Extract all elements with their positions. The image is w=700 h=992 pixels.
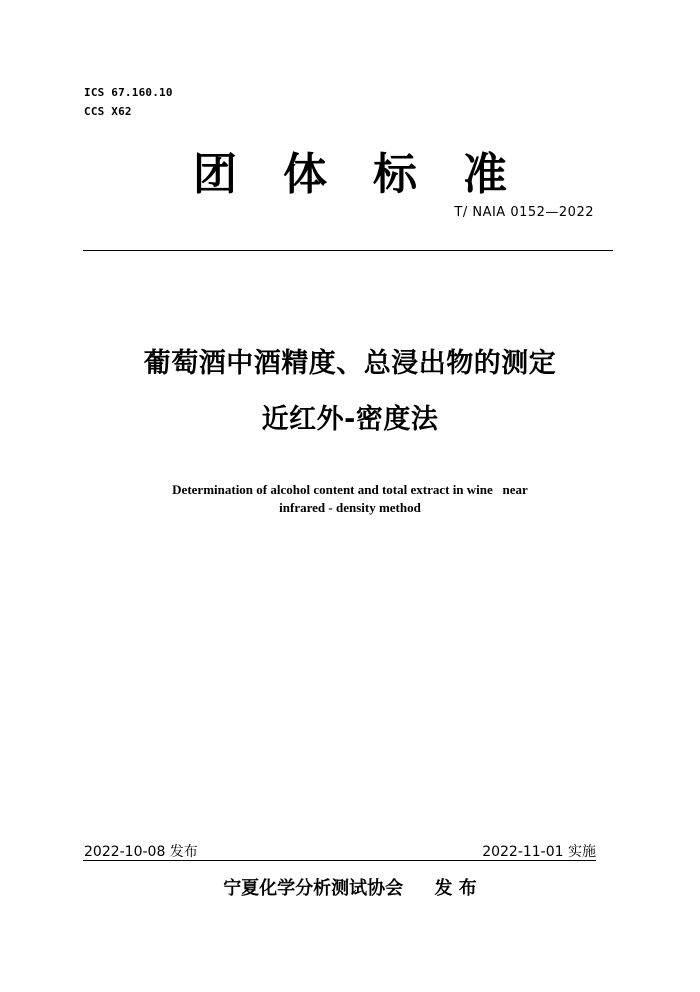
ccs-code: CCS X62 xyxy=(84,105,132,118)
english-title-line-1: Determination of alcohol content and total extract in wine near xyxy=(172,482,528,497)
standard-number: T/ NAIA 0152—2022 xyxy=(454,205,594,220)
english-title-line-2: infrared - density method xyxy=(279,500,421,515)
implementation-date: 2022-11-01 实施 xyxy=(482,844,596,860)
chinese-title-line-1: 葡萄酒中酒精度、总浸出物的测定 xyxy=(143,348,557,379)
ics-code: ICS 67.160.10 xyxy=(84,86,173,99)
document-type-heading: 团体标准 xyxy=(193,149,553,200)
issue-date: 2022-10-08 发布 xyxy=(84,844,198,860)
publisher: 宁夏化学分析测试协会 发 布 xyxy=(223,878,477,899)
header-divider xyxy=(83,250,613,251)
footer-divider xyxy=(83,860,596,861)
chinese-title-line-2: 近红外-密度法 xyxy=(261,404,439,435)
